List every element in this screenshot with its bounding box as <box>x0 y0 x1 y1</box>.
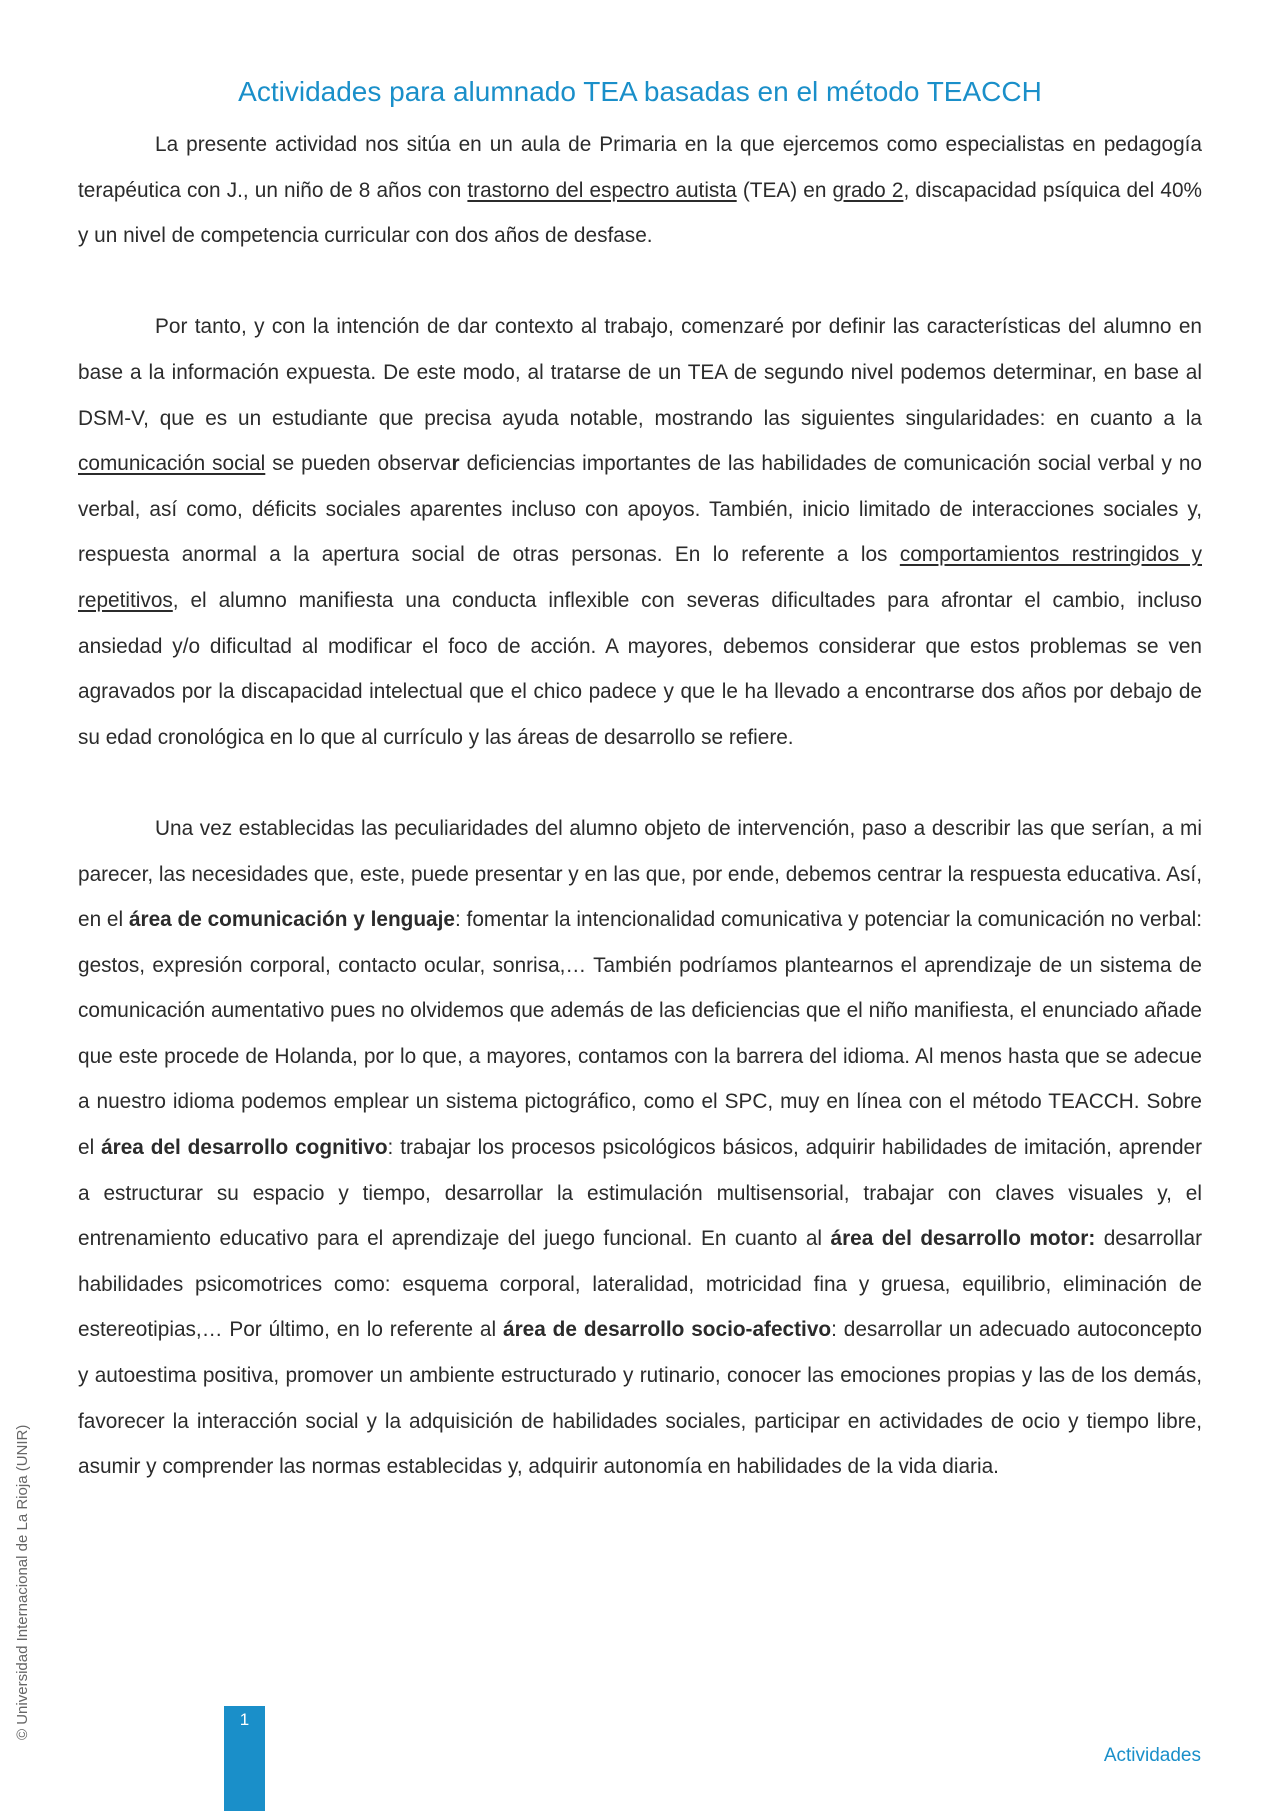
text-run: : fomentar la intencionalidad comunicativa y potenciar la comunicación no verbal: gestos, expresión corporal, contacto ocular, sonrisa,… También podríamos plantearnos el aprendizaje de un sistema de comunicación aumentativo pues no olvidemos que además de las deficiencias que el niño manifiesta, el enunciado añade que este procede de Holanda, por lo que, a mayores, contamos con la barrera del idioma. Al menos hasta que se adecue a nuestro idioma podemos emplear un sistema pictográfico, como el SPC, muy en línea con el método TEACCH. Sobre el <box>78 908 1202 1160</box>
page-number: 1 <box>224 1706 265 1811</box>
underlined-term: trastorno del espectro autista <box>467 178 737 202</box>
copyright-sidebar: © Universidad Internacional de La Rioja (UNIR) <box>14 1424 31 1740</box>
bold-area-communication: área de comunicación y lenguaje <box>128 908 455 932</box>
text-run: , el alumno manifiesta una conducta inflexible con severas dificultades para afrontar el cambio, incluso ansiedad y/o dificultad al modificar el foco de acción. A mayores, debemos considerar que estos problemas se ven agravados por la discapacidad intelectual que el chico padece y que le ha llevado a encontrarse dos años por debajo de su edad cronológica en lo que al currículo y las áreas de desarrollo se refiere. <box>78 588 1202 749</box>
text-run: deficiencias importantes de las habilidades de comunicación social verbal y no verbal, así como, déficits sociales aparentes incluso con apoyos. También, inicio limitado de interacciones sociales y, respuesta anormal a la apertura social de otras personas. En lo referente a los <box>78 452 1203 567</box>
paragraph-characteristics <box>78 304 1202 760</box>
underlined-term: comportamientos restringidos y repetitivos <box>78 543 1202 612</box>
bold-area-socio-affective: área de desarrollo socio-afectivo <box>503 1318 832 1342</box>
bold-area-cognitive: área del desarrollo cognitivo <box>101 1136 388 1160</box>
text-run: desarrollar habilidades psicomotrices como: esquema corporal, lateralidad, motricidad fina y gruesa, equilibrio, eliminación de estereotipias,… Por último, en lo referente al <box>78 1227 1202 1342</box>
text-run: Una vez establecidas las peculiaridades del alumno objeto de intervención, paso a describir las que serían, a mi parecer, las necesidades que, este, puede presentar y en las que, por ende, debemos centrar la respuesta educativa. Así, en el <box>78 816 1202 932</box>
bold-letter: r <box>451 452 460 476</box>
document-body <box>78 122 1202 1490</box>
paragraph-needs <box>78 806 1202 1490</box>
paragraph-intro <box>78 122 1202 259</box>
footer-section-label: Actividades <box>1103 1745 1201 1766</box>
text-run: Por tanto, y con la intención de dar contexto al trabajo, comenzaré por definir las características del alumno en base a la información expuesta. De este modo, al tratarse de un TEA de segundo nivel podemos determinar, en base al DSM-V, que es un estudiante que precisa ayuda notable, mostrando las siguientes singularidades: en cuanto a la <box>78 315 1202 430</box>
underlined-term: comunicación social <box>78 452 266 476</box>
text-run: : trabajar los procesos psicológicos básicos, adquirir habilidades de imitación, aprender a estructurar su espacio y tiempo, desarrollar la estimulación multisensorial, trabajar con claves visuales y, el entrenamiento educativo para el aprendizaje del juego funcional. En cuanto al <box>78 1136 1202 1251</box>
text-run: : desarrollar un adecuado autoconcepto y autoestima positiva, promover un ambiente estructurado y rutinario, conocer las emociones propias y las de los demás, favorecer la interacción social y la adquisición de habilidades sociales, participar en actividades de ocio y tiempo libre, asumir y comprender las normas establecidas y, adquirir autonomía en habilidades de la vida diaria. <box>78 1318 1203 1479</box>
text-run: (TEA) en <box>736 178 833 202</box>
underlined-term: grado 2 <box>832 178 904 202</box>
text-run: se pueden observa <box>265 452 452 476</box>
document-title: Actividades para alumnado TEA basadas en el método TEACCH <box>238 76 1042 107</box>
text-run: La presente actividad nos sitúa en un aula de Primaria en la que ejercemos como especialistas en pedagogía terapéutica con J., un niño de 8 años con <box>78 133 1202 202</box>
text-run: , discapacidad psíquica del 40% y un nivel de competencia curricular con dos años de desfase. <box>78 178 1202 248</box>
bold-area-motor: área del desarrollo motor: <box>830 1227 1096 1251</box>
